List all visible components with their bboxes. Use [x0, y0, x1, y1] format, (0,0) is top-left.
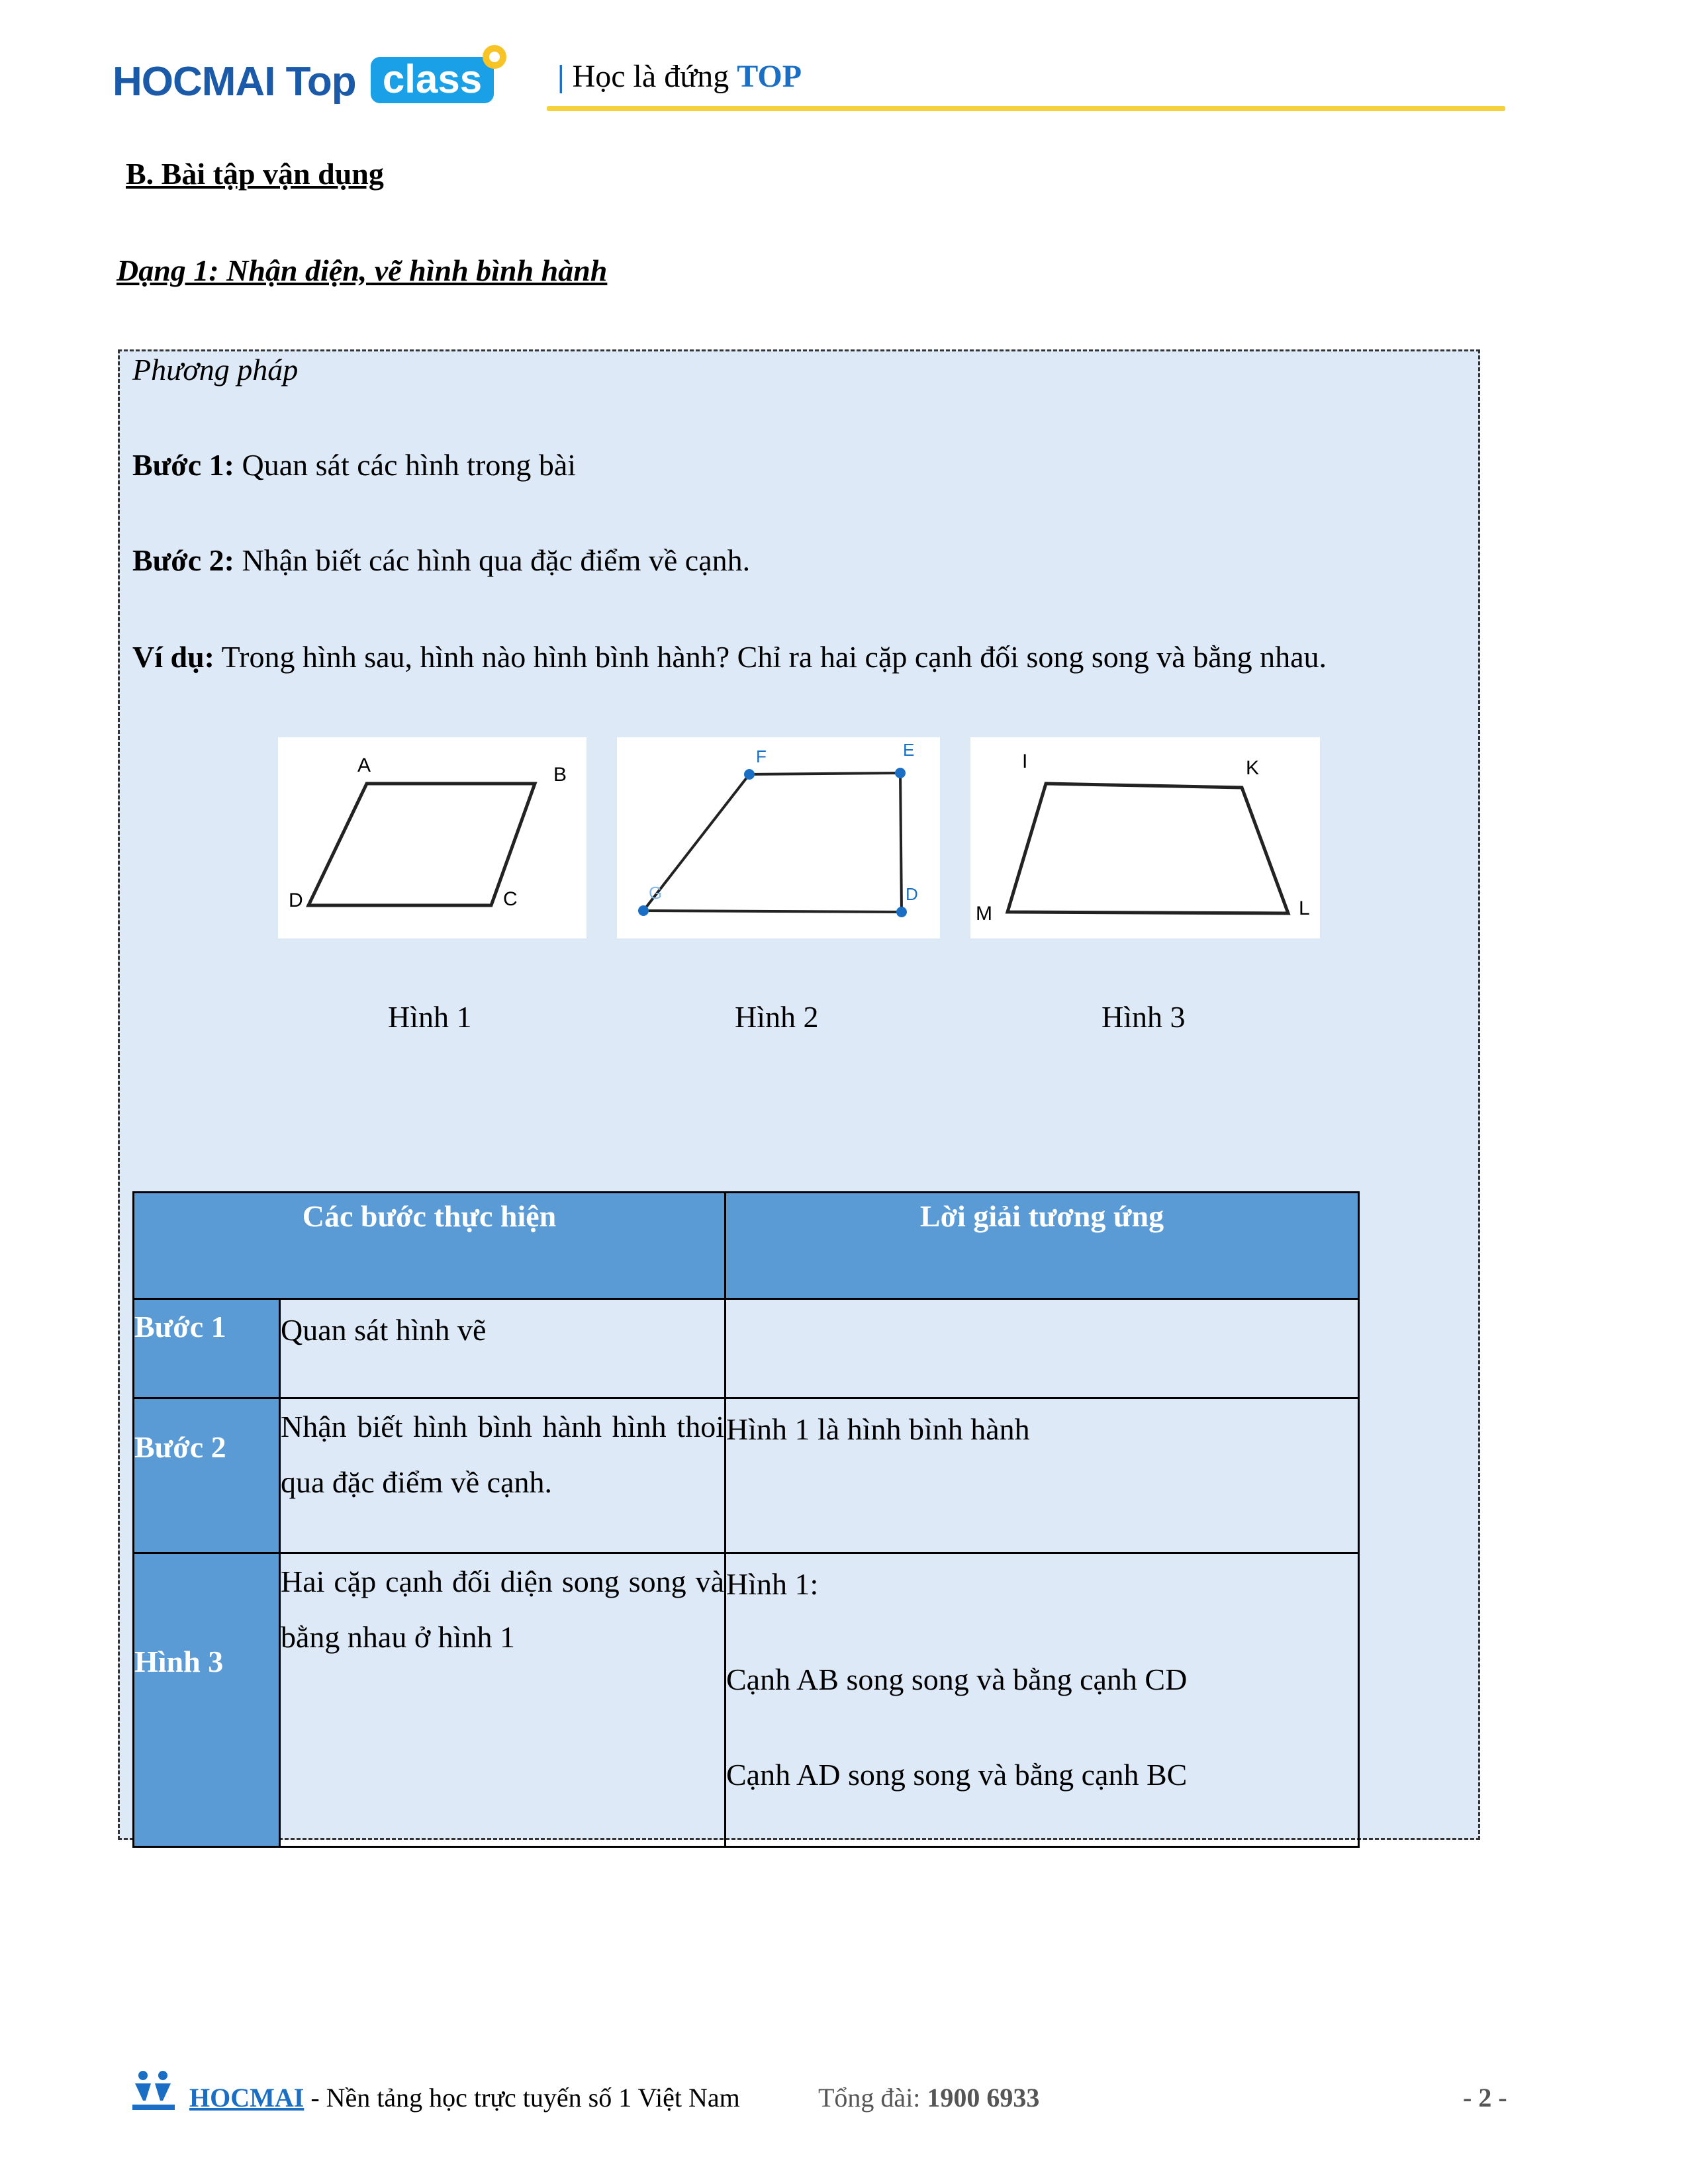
- table-row: [134, 1553, 1359, 1847]
- figure-2: [617, 737, 940, 938]
- steps-table: [132, 1191, 1360, 1848]
- fig3-label-l: L: [1299, 897, 1310, 919]
- header-solution: Lời giải tương ứng: [726, 1193, 1359, 1299]
- star-icon: [480, 42, 509, 71]
- fig2-label-e: E: [903, 740, 915, 760]
- footer-hotline: [818, 2082, 1039, 2113]
- logo-class-badge: class: [371, 57, 494, 103]
- trapezoid-iklm: [970, 737, 1320, 938]
- example-label: Ví dụ:: [132, 640, 214, 674]
- header-rule: [547, 106, 1505, 111]
- tagline-divider: |: [557, 59, 565, 94]
- row-solution: [726, 1553, 1359, 1847]
- step2-text: Nhận biết các hình qua đặc điểm về cạnh.: [242, 543, 751, 577]
- row-label: Bước 2: [134, 1398, 280, 1553]
- solution-line: Cạnh AB song song và bằng cạnh CD: [726, 1662, 1188, 1696]
- header-steps: Các bước thực hiện: [134, 1193, 726, 1299]
- row-action: Quan sát hình vẽ: [280, 1299, 726, 1398]
- method-heading: Phương pháp: [132, 353, 299, 387]
- figure-3: [970, 737, 1320, 938]
- example-text: Trong hình sau, hình nào hình bình hành? Chỉ ra hai cặp cạnh đối song song và bằng nhau.: [221, 640, 1327, 674]
- footer-brand-link[interactable]: HOCMAI: [189, 2083, 305, 2113]
- tagline-prefix: Học là đứng: [572, 59, 729, 94]
- caption-hinh-1: Hình 1: [388, 1000, 472, 1034]
- parallelogram-abcd: [278, 737, 586, 938]
- method-step1: [132, 447, 576, 482]
- row-action: Hai cặp cạnh đối diện song song và bằng nhau ở hình 1: [280, 1553, 726, 1847]
- logo-main-text: HOCMAI Top: [113, 59, 356, 105]
- fig3-label-m: M: [976, 903, 992, 925]
- fig1-label-d: D: [289, 889, 303, 911]
- table-row: [134, 1398, 1359, 1553]
- caption-hinh-3: Hình 3: [1102, 1000, 1186, 1034]
- method-step2: [132, 543, 750, 578]
- solution-line: Hình 1:: [726, 1567, 819, 1601]
- fig2-label-g: G: [649, 883, 663, 903]
- hocmai-footer-icon: [130, 2066, 177, 2114]
- page-number: - 2 -: [1463, 2083, 1507, 2113]
- row-solution: [726, 1299, 1359, 1398]
- fig1-label-c: C: [503, 888, 518, 910]
- fig2-label-d: D: [906, 884, 918, 904]
- step1-text: Quan sát các hình trong bài: [242, 448, 577, 482]
- fig3-label-k: K: [1246, 757, 1260, 779]
- row-solution: Hình 1 là hình bình hành: [726, 1398, 1359, 1553]
- footer-left: [189, 2082, 740, 2113]
- row-label: Bước 1: [134, 1299, 280, 1398]
- table-row: [134, 1299, 1359, 1398]
- row-label: Hình 3: [134, 1553, 280, 1847]
- footer-brand-suffix: - Nền tảng học trực tuyến số 1 Việt Nam: [304, 2083, 740, 2113]
- step2-label: Bước 2:: [132, 543, 234, 577]
- fig1-label-a: A: [357, 754, 371, 776]
- fig3-label-i: I: [1022, 751, 1028, 772]
- tagline-top: TOP: [737, 59, 802, 94]
- fig2-label-f: F: [756, 747, 767, 766]
- step1-label: Bước 1:: [132, 448, 234, 482]
- method-example: [132, 639, 1327, 674]
- section-title: B. Bài tập vận dụng: [126, 157, 384, 191]
- hotline-number: 1900 6933: [927, 2083, 1040, 2113]
- table-header-row: [134, 1193, 1359, 1299]
- fig1-label-b: B: [553, 764, 567, 786]
- hotline-label: Tổng đài:: [818, 2083, 927, 2113]
- caption-hinh-2: Hình 2: [735, 1000, 819, 1034]
- sub-title: Dạng 1: Nhận diện, vẽ hình bình hành: [117, 253, 608, 287]
- figure-1: [278, 737, 586, 938]
- row-action: Nhận biết hình bình hành hình thoi qua đặc điểm về cạnh.: [280, 1398, 726, 1553]
- header-tagline: [557, 58, 802, 95]
- quadrilateral-fedg: [617, 737, 940, 938]
- solution-line: Cạnh AD song song và bằng cạnh BC: [726, 1758, 1188, 1792]
